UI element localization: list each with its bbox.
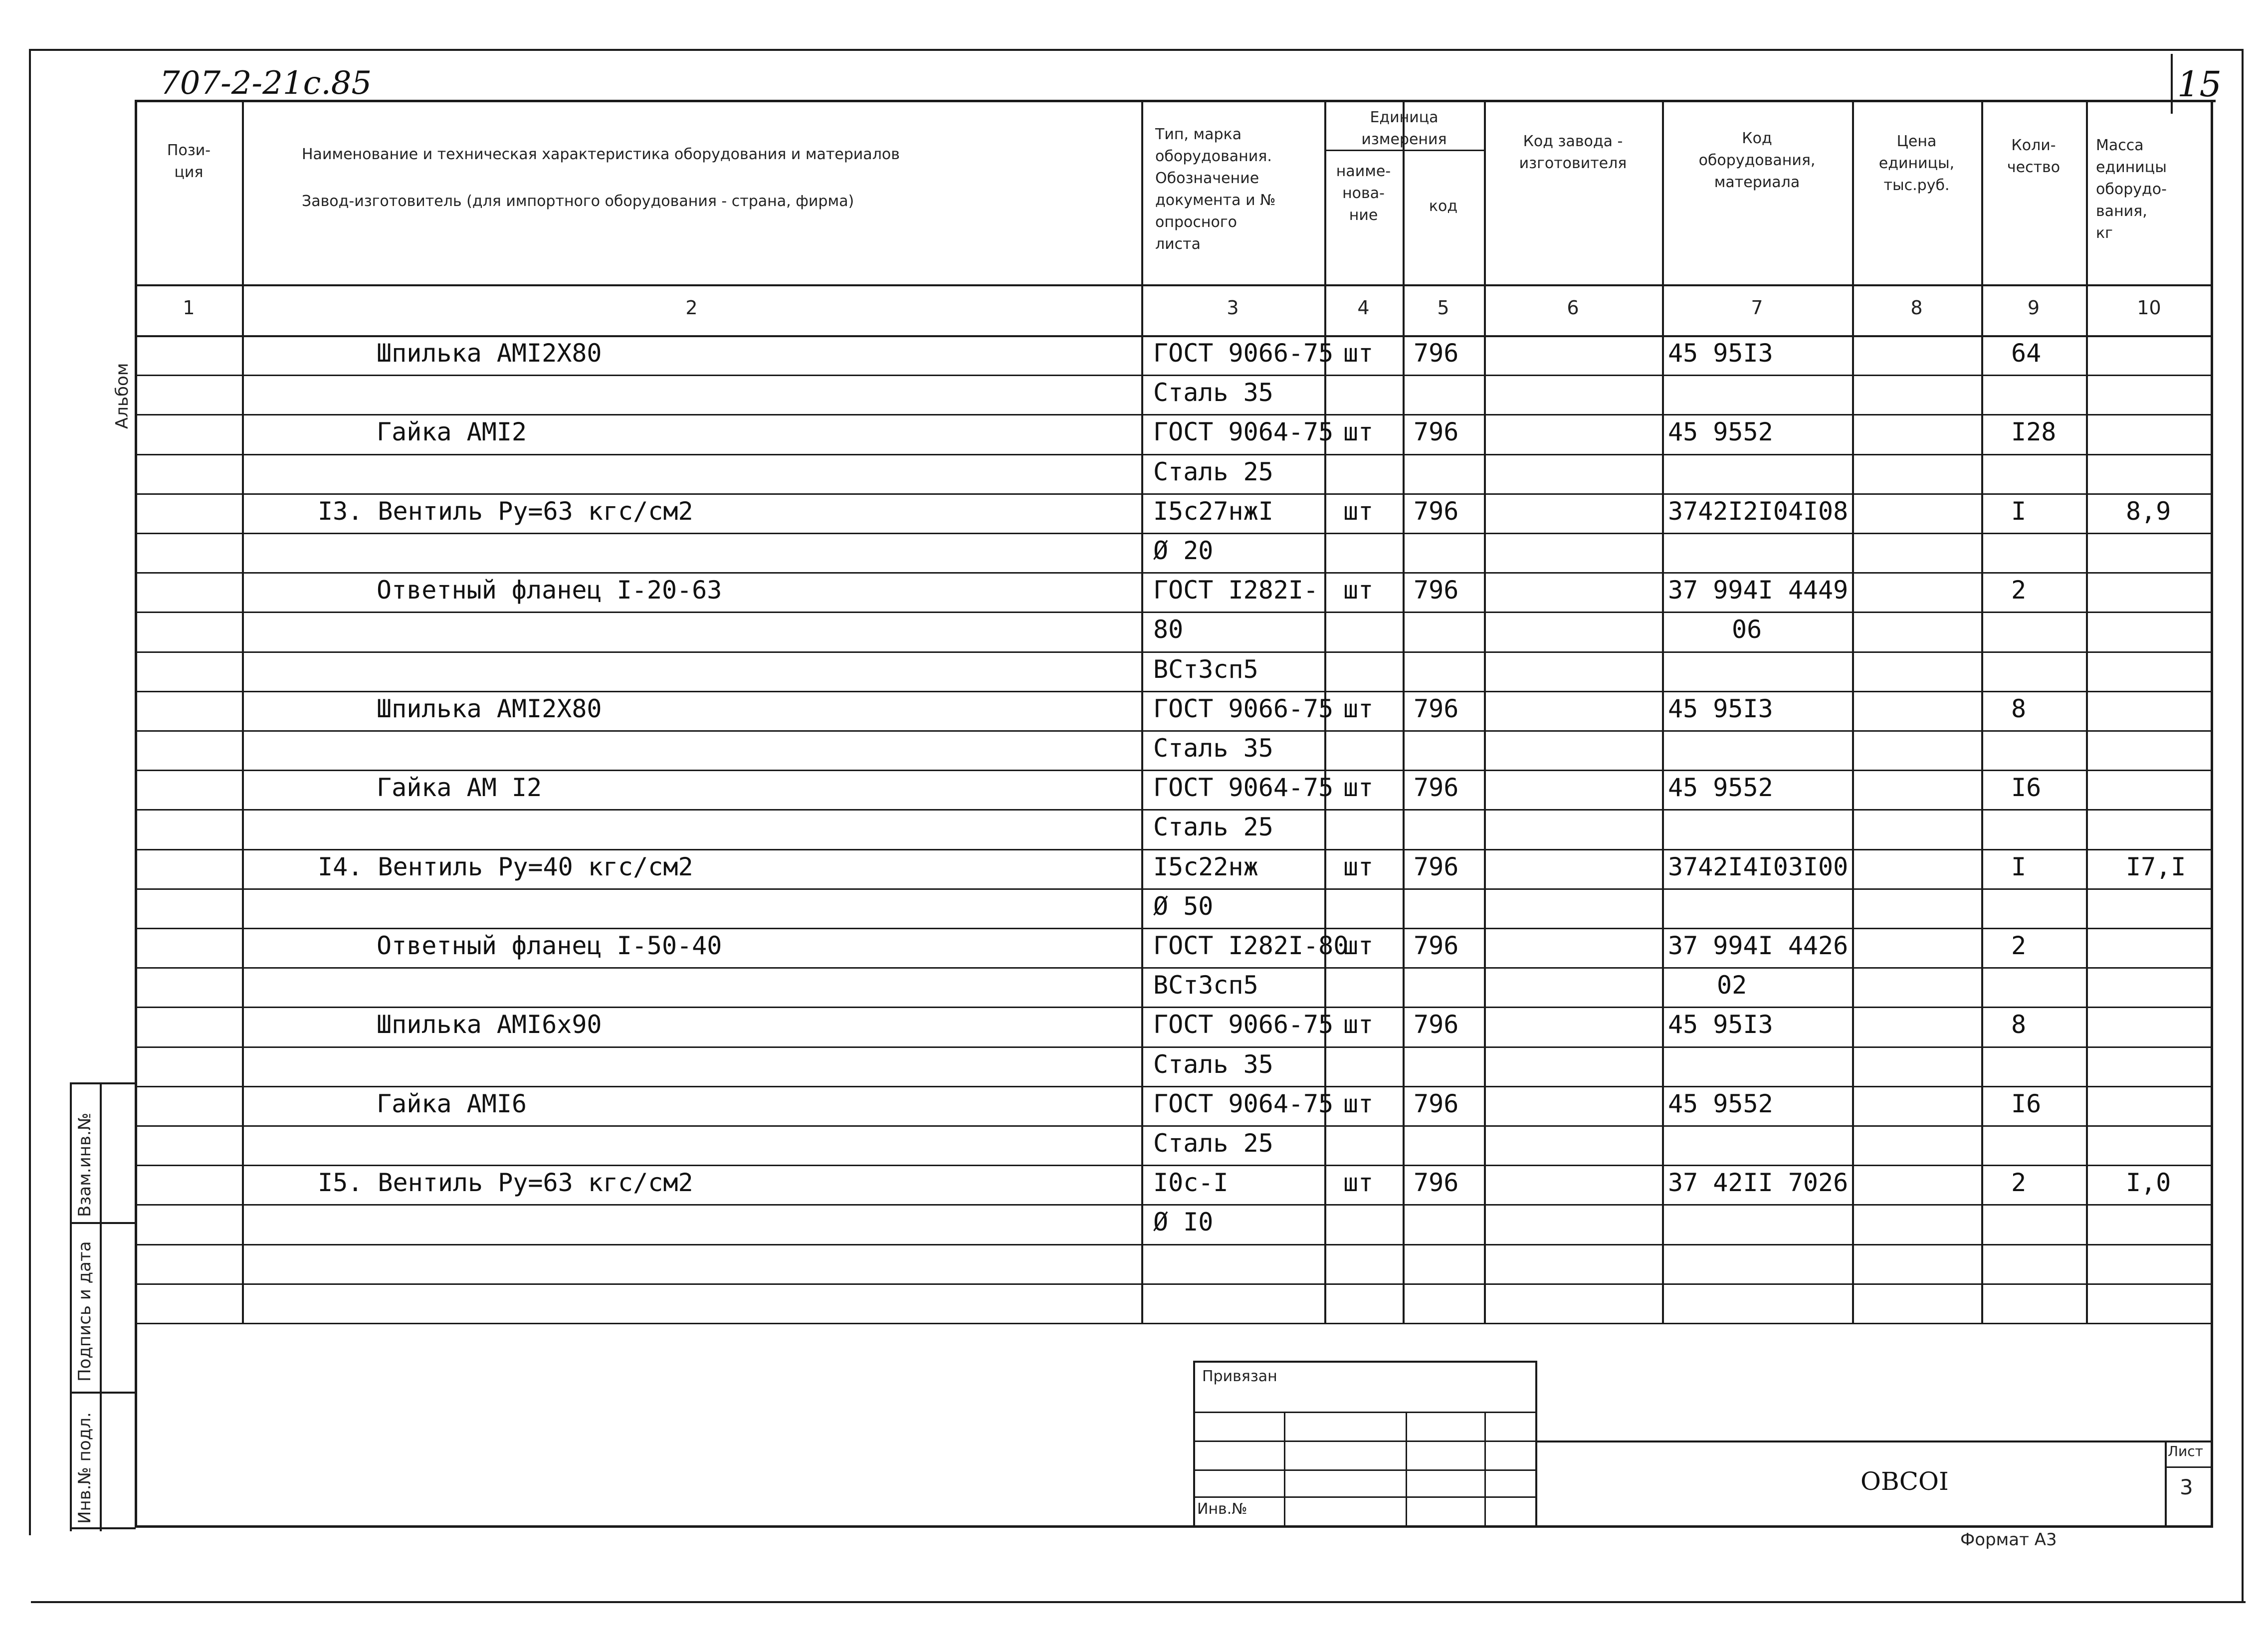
header-type-document: документа и № <box>1155 192 1276 209</box>
header-unit-price: Цена <box>1896 133 1937 150</box>
item-name: Гайка АМI2 <box>377 417 527 447</box>
item-quantity: I <box>2011 496 2027 526</box>
side-label-inventory: Инв.№ подл. <box>75 1412 95 1524</box>
item-type: ГОСТ 9064-75 <box>1153 773 1334 803</box>
item-type: ГОСТ I282I- <box>1153 576 1319 605</box>
item-unit-name: шт <box>1343 1089 1374 1118</box>
column-number: 6 <box>1567 297 1579 319</box>
item-type: Сталь 35 <box>1153 734 1273 763</box>
item-equipment-code: 3742I4I03I00 <box>1668 852 1849 881</box>
side-stamp-div2 <box>70 1392 136 1394</box>
header-type-document: листа <box>1155 235 1201 253</box>
item-equipment-code: 02 <box>1717 971 1747 1000</box>
header-unit-mass: оборудо- <box>2096 181 2167 198</box>
titleblock-col1 <box>1284 1412 1285 1527</box>
item-mass: I,0 <box>2126 1168 2171 1198</box>
column-number: 9 <box>2027 297 2040 319</box>
item-type: I5с22нж <box>1153 852 1258 881</box>
item-quantity: I6 <box>2011 773 2042 803</box>
row-divider <box>136 651 2212 653</box>
item-type: 80 <box>1153 615 1184 644</box>
item-quantity: 2 <box>2011 576 2027 605</box>
item-unit-code: 796 <box>1414 339 1459 368</box>
item-unit-name: шт <box>1343 339 1374 368</box>
item-name: Гайка АМI6 <box>377 1089 527 1118</box>
column-number: 3 <box>1227 297 1239 319</box>
item-name: Шпилька АМI2Х80 <box>377 694 602 723</box>
row-divider <box>136 375 2212 376</box>
item-unit-code: 796 <box>1414 1010 1459 1039</box>
item-name: Ответный фланец I-20-63 <box>377 576 722 605</box>
item-equipment-code: 45 9552 <box>1668 773 1773 803</box>
item-quantity: 8 <box>2011 1010 2027 1039</box>
item-equipment-code: 45 95I3 <box>1668 339 1773 368</box>
item-type: ГОСТ 9066-75 <box>1153 694 1334 723</box>
header-unit-name: ние <box>1349 206 1378 224</box>
item-name: I3. Вентиль Ру=63 кгс/см2 <box>318 496 693 526</box>
album-label: Альбом <box>112 363 132 429</box>
row-divider <box>136 1165 2212 1166</box>
column-number: 7 <box>1751 297 1763 319</box>
item-type: Ø 50 <box>1153 891 1214 921</box>
side-label-signature: Подпись и дата <box>75 1241 95 1382</box>
item-type: Ø I0 <box>1153 1208 1214 1237</box>
column-number: 5 <box>1437 297 1449 319</box>
header-unit-mass: единицы <box>2096 159 2167 176</box>
header-quantity: чество <box>2007 159 2061 176</box>
item-type: I5с27нжI <box>1153 496 1273 526</box>
column-number: 1 <box>183 297 195 319</box>
item-equipment-code: 06 <box>1732 615 1762 644</box>
item-equipment-code: 45 9552 <box>1668 1089 1773 1118</box>
header-unit-name: нова- <box>1342 185 1385 202</box>
row-divider <box>136 849 2212 850</box>
item-equipment-code: 37 994I 4426 <box>1668 931 1849 960</box>
row-divider <box>136 414 2212 415</box>
item-type: ГОСТ 9066-75 <box>1153 339 1334 368</box>
item-unit-name: шт <box>1343 496 1374 526</box>
side-label-replacement: Взам.инв.№ <box>75 1112 95 1217</box>
item-unit-name: шт <box>1343 694 1374 723</box>
item-quantity: 64 <box>2011 339 2042 368</box>
header-equipment-code: Код <box>1742 130 1772 147</box>
titleblock-top <box>1193 1361 1537 1363</box>
row-divider <box>136 533 2212 534</box>
item-quantity: I6 <box>2011 1089 2042 1118</box>
row-divider <box>136 454 2212 455</box>
item-name: Шпилька АМI2Х80 <box>377 339 602 368</box>
titleblock-col3 <box>1484 1412 1486 1527</box>
row-divider <box>136 928 2212 929</box>
row-divider <box>136 770 2212 771</box>
format-label: Формат А3 <box>1960 1530 2057 1550</box>
item-unit-name: шт <box>1343 417 1374 447</box>
item-unit-name: шт <box>1343 773 1374 803</box>
header-type-document: оборудования. <box>1155 148 1272 165</box>
side-stamp-mid <box>100 1082 102 1531</box>
item-type: Сталь 25 <box>1153 457 1273 486</box>
item-type: ГОСТ 9066-75 <box>1153 1010 1334 1039</box>
item-type: ВСт3сп5 <box>1153 654 1258 684</box>
item-unit-code: 796 <box>1414 576 1459 605</box>
header-plant-code: Код завода - <box>1523 133 1623 150</box>
item-name: I5. Вентиль Ру=63 кгс/см2 <box>318 1168 693 1198</box>
header-unit-mass: Масса <box>2096 137 2144 154</box>
item-name: I4. Вентиль Ру=40 кгс/см2 <box>318 852 693 881</box>
item-type: Сталь 25 <box>1153 813 1273 842</box>
item-equipment-code: 37 994I 4449 <box>1668 576 1849 605</box>
row-divider <box>136 888 2212 890</box>
item-equipment-code: 3742I2I04I08 <box>1668 496 1849 526</box>
item-mass: 8,9 <box>2126 496 2171 526</box>
header-equipment-code: оборудования, <box>1698 152 1816 169</box>
header-type-document: Обозначение <box>1155 170 1259 187</box>
item-quantity: 2 <box>2011 1168 2027 1198</box>
item-type: ГОСТ 9064-75 <box>1153 1089 1334 1118</box>
doc-code: 707-2-21с.85 <box>160 65 372 102</box>
row-divider <box>136 1283 2212 1285</box>
header-name-characteristic: Наименование и техническая характеристика оборудования и материалов <box>302 146 900 163</box>
item-unit-code: 796 <box>1414 852 1459 881</box>
sheet-number: 3 <box>2180 1475 2193 1499</box>
row-divider <box>136 730 2212 732</box>
item-type: ГОСТ I282I-80 <box>1153 931 1349 960</box>
item-unit-code: 796 <box>1414 931 1459 960</box>
header-unit: измерения <box>1361 131 1447 148</box>
header-manufacturer: Завод-изготовитель (для импортного оборудования - страна, фирма) <box>302 193 854 210</box>
sheet-box-mid <box>2165 1466 2213 1468</box>
column-number: 2 <box>685 297 698 319</box>
item-unit-name: шт <box>1343 576 1374 605</box>
row-divider <box>136 572 2212 574</box>
header-quantity: Коли- <box>2011 137 2056 154</box>
item-unit-code: 796 <box>1414 773 1459 803</box>
row-divider <box>136 612 2212 613</box>
header-unit-mass: кг <box>2096 224 2113 242</box>
header-unit-name: наиме- <box>1336 163 1391 180</box>
titleblock-left <box>1193 1361 1195 1527</box>
header-position: ция <box>174 164 204 181</box>
item-type: Сталь 35 <box>1153 1049 1273 1079</box>
item-name: Шпилька АМI6х90 <box>377 1010 602 1039</box>
item-unit-name: шт <box>1343 852 1374 881</box>
column-number: 10 <box>2137 297 2161 319</box>
item-unit-name: шт <box>1343 931 1374 960</box>
item-type: I0с-I <box>1153 1168 1229 1198</box>
header-unit-price: тыс.руб. <box>1883 177 1950 194</box>
side-stamp-bottom <box>70 1527 136 1529</box>
titleblock-stamp-top <box>1535 1440 2213 1442</box>
item-unit-code: 796 <box>1414 417 1459 447</box>
side-stamp-div1 <box>70 1222 136 1224</box>
item-unit-code: 796 <box>1414 1089 1459 1118</box>
page-number: 15 <box>2177 64 2222 105</box>
sheet-label: Лист <box>2168 1443 2203 1459</box>
header-unit-code: код <box>1429 198 1458 215</box>
row-divider <box>136 1046 2212 1048</box>
header-bottom-line <box>136 284 2212 286</box>
item-type: Ø 20 <box>1153 536 1214 565</box>
header-unit-price: единицы, <box>1878 155 1955 172</box>
item-unit-code: 796 <box>1414 694 1459 723</box>
item-unit-code: 796 <box>1414 496 1459 526</box>
header-unit: Единица <box>1370 109 1439 126</box>
row-divider <box>136 809 2212 811</box>
item-equipment-code: 37 42II 7026 <box>1668 1168 1849 1198</box>
side-stamp-left <box>70 1082 72 1531</box>
item-equipment-code: 45 95I3 <box>1668 1010 1773 1039</box>
item-name: Ответный фланец I-50-40 <box>377 931 722 960</box>
header-type-document: Тип, марка <box>1155 126 1242 143</box>
column-numbers-bottom-line <box>136 335 2212 337</box>
row-divider <box>136 691 2212 692</box>
header-type-document: опросного <box>1155 213 1237 231</box>
item-type: Сталь 35 <box>1153 378 1273 408</box>
item-equipment-code: 45 9552 <box>1668 417 1773 447</box>
header-position: Пози- <box>167 142 211 159</box>
titleblock-mid-right <box>1535 1361 1537 1527</box>
item-unit-code: 796 <box>1414 1168 1459 1198</box>
header-unit-mass: вания, <box>2096 203 2147 220</box>
column-number: 4 <box>1357 297 1370 319</box>
column-number: 8 <box>1910 297 1923 319</box>
header-equipment-code: материала <box>1714 174 1800 191</box>
item-unit-name: шт <box>1343 1168 1374 1198</box>
header-plant-code: изготовителя <box>1519 155 1627 172</box>
row-divider <box>136 967 2212 969</box>
inventory-number-label: Инв.№ <box>1197 1500 1247 1518</box>
item-quantity: 8 <box>2011 694 2027 723</box>
item-quantity: I28 <box>2011 417 2057 447</box>
item-quantity: 2 <box>2011 931 2027 960</box>
item-name: Гайка АМ I2 <box>377 773 542 803</box>
item-type: ВСт3сп5 <box>1153 971 1258 1000</box>
sheet-box-left <box>2165 1440 2167 1527</box>
row-divider <box>136 493 2212 495</box>
titleblock-col2 <box>1406 1412 1407 1527</box>
row-divider <box>136 1086 2212 1087</box>
row-divider <box>136 1125 2212 1127</box>
row-divider <box>136 1323 2212 1324</box>
row-divider <box>136 1244 2212 1245</box>
item-type: ГОСТ 9064-75 <box>1153 417 1334 447</box>
row-divider <box>136 1007 2212 1008</box>
row-divider <box>136 1204 2212 1206</box>
item-equipment-code: 45 95I3 <box>1668 694 1773 723</box>
item-unit-name: шт <box>1343 1010 1374 1039</box>
binding-label: Привязан <box>1202 1368 1277 1385</box>
item-type: Сталь 25 <box>1153 1129 1273 1158</box>
item-quantity: I <box>2011 852 2027 881</box>
item-mass: I7,I <box>2126 852 2186 881</box>
side-stamp-top <box>70 1082 136 1084</box>
stamp-code: ОВСОI <box>1860 1467 1949 1496</box>
